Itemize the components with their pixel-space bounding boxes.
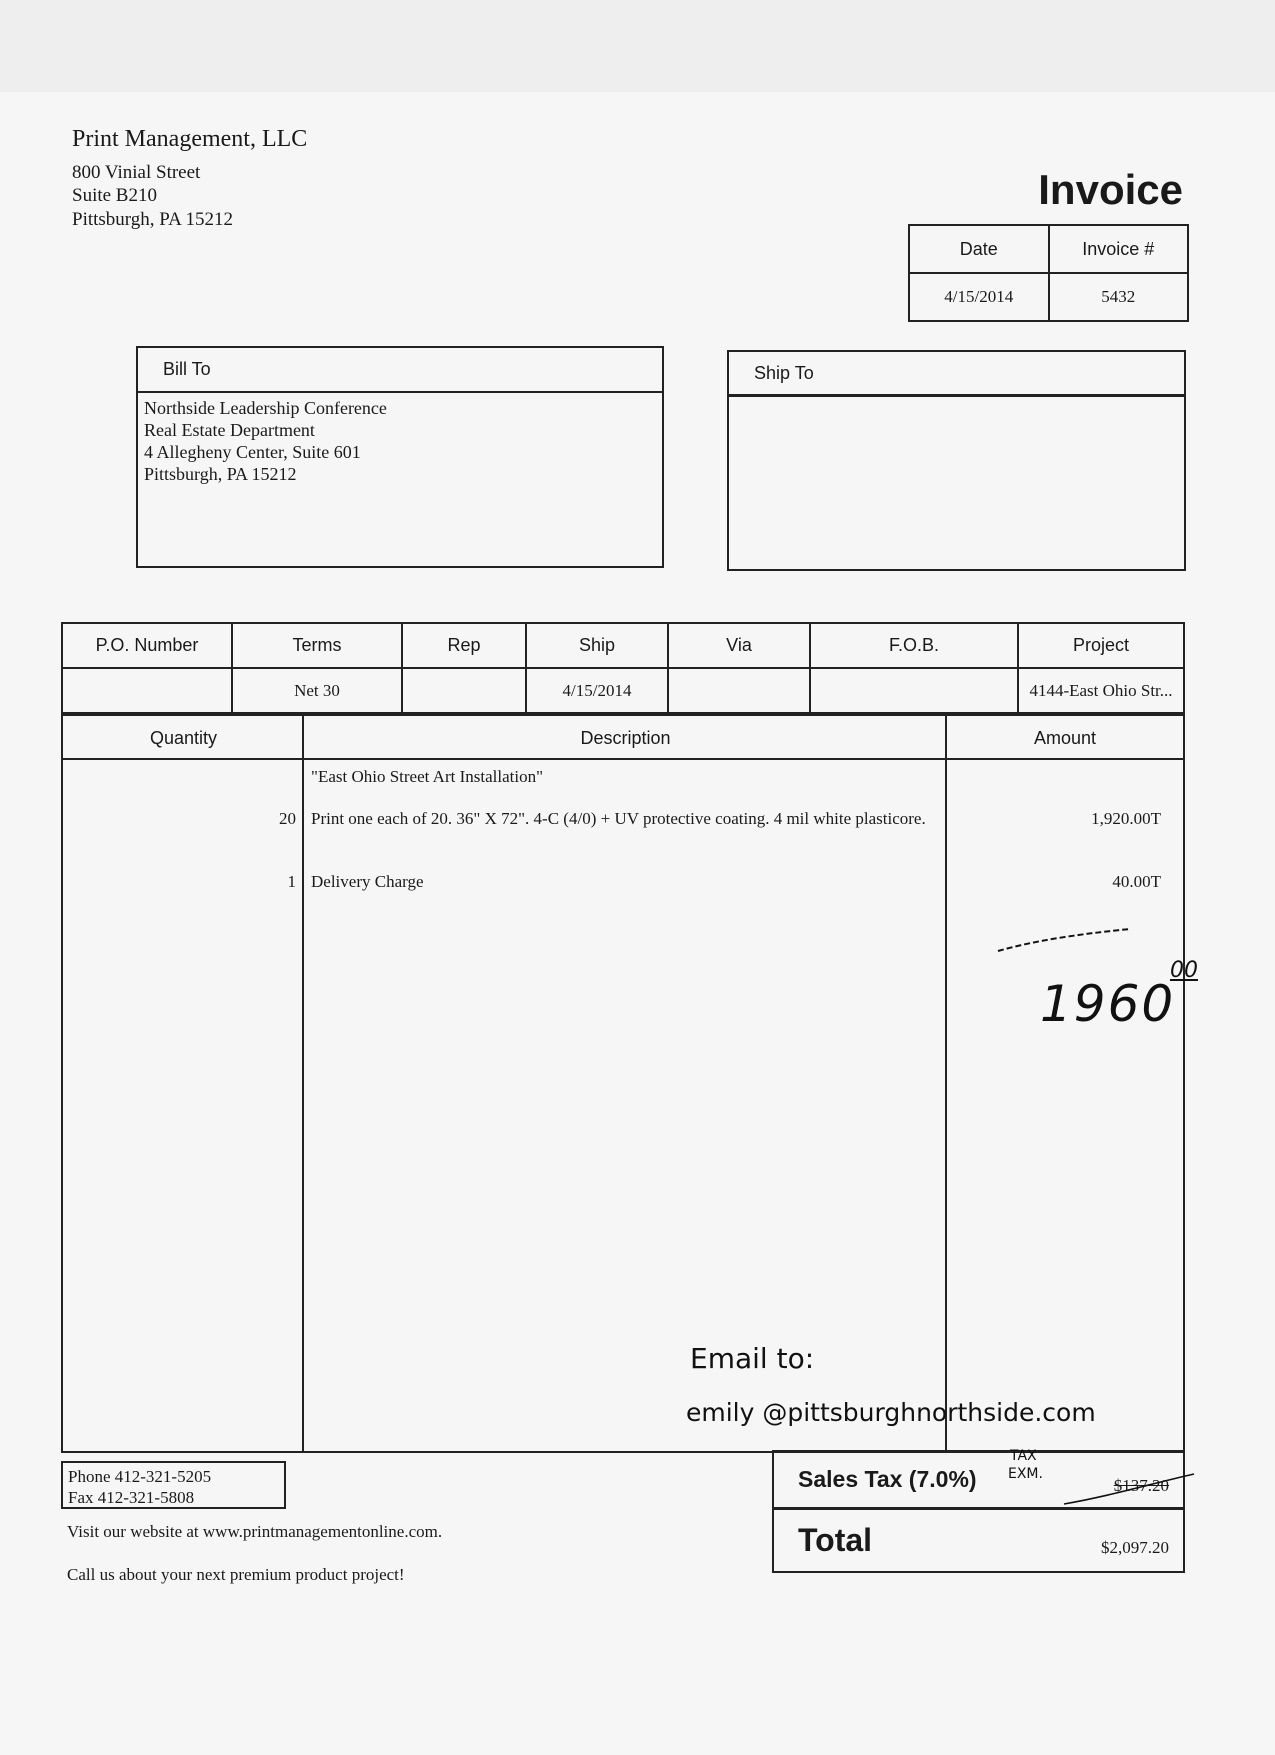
invoice-number-header: Invoice # — [1049, 225, 1189, 273]
bill-to-box — [136, 346, 664, 568]
handwritten-amount: 1960 — [1040, 975, 1176, 1033]
amount-header: Amount — [947, 716, 1183, 760]
ship-to-label: Ship To — [729, 352, 1184, 397]
via-value — [668, 668, 810, 713]
company-address-line-2: Suite B210 — [72, 185, 157, 206]
invoice-number: 5432 — [1049, 273, 1189, 321]
invoice-meta-table — [908, 224, 1189, 322]
company-name: Print Management, LLC — [72, 126, 308, 152]
item-quantity: 20 — [279, 809, 296, 828]
po-number-value — [62, 668, 232, 713]
total-row — [774, 1510, 1183, 1571]
ship-value: 4/15/2014 — [526, 668, 668, 713]
project-header: Project — [1018, 623, 1184, 668]
item-amount: 1,920.00T — [1091, 809, 1161, 828]
po-number-header: P.O. Number — [62, 623, 232, 668]
handwritten-underline — [990, 925, 1140, 955]
handwritten-amount-cents: 00 — [1170, 958, 1198, 983]
ship-to-box — [727, 350, 1186, 571]
bill-to-line: Pittsburgh, PA 15212 — [144, 464, 297, 484]
total-label: Total — [798, 1522, 873, 1558]
item-description: Print one each of 20. 36" X 72". 4-C (4/0) + UV protective coating. 4 mil white plasticore. — [311, 809, 926, 828]
handwritten-tax-note: TAX — [1010, 1448, 1037, 1464]
column-divider — [945, 716, 947, 1451]
call-us-line: Call us about your next premium product project! — [67, 1565, 405, 1584]
company-address-line-1: 800 Vinial Street — [72, 162, 201, 183]
invoice-date: 4/15/2014 — [909, 273, 1049, 321]
rep-header: Rep — [402, 623, 526, 668]
terms-value: Net 30 — [232, 668, 402, 713]
total-value: $2,097.20 — [1101, 1538, 1169, 1557]
description-header: Description — [304, 716, 947, 760]
date-header: Date — [909, 225, 1049, 273]
scan-top-margin — [0, 0, 1275, 92]
rep-value — [402, 668, 526, 713]
sales-tax-value: $137.20 — [1113, 1476, 1169, 1495]
item-quantity: 1 — [287, 872, 296, 891]
invoice-title: Invoice — [1038, 166, 1183, 213]
fax-number: Fax 412-321-5808 — [68, 1488, 195, 1507]
company-address-line-3: Pittsburgh, PA 15212 — [72, 209, 234, 230]
project-value: 4144-East Ohio Str... — [1018, 668, 1184, 713]
terms-header: Terms — [232, 623, 402, 668]
bill-to-line: Real Estate Department — [144, 420, 315, 440]
phone-number: Phone 412-321-5205 — [68, 1467, 212, 1486]
website-line: Visit our website at www.printmanagementonline.com. — [67, 1522, 443, 1541]
handwritten-email-label: Email to: — [690, 1342, 815, 1375]
fob-header: F.O.B. — [810, 623, 1018, 668]
item-amount: 40.00T — [1112, 872, 1161, 891]
line-items-table — [61, 714, 1185, 1453]
via-header: Via — [668, 623, 810, 668]
item-description: "East Ohio Street Art Installation" — [311, 767, 544, 786]
order-info-table — [61, 622, 1185, 714]
item-description: Delivery Charge — [311, 872, 424, 891]
sales-tax-label: Sales Tax (7.0%) — [798, 1466, 977, 1492]
bill-to-line: Northside Leadership Conference — [144, 398, 387, 418]
handwritten-email: emily @pittsburghnorthside.com — [686, 1398, 1096, 1427]
handwritten-strike — [1060, 1468, 1200, 1508]
bill-to-line: 4 Allegheny Center, Suite 601 — [144, 442, 361, 462]
column-divider — [302, 716, 304, 1451]
fob-value — [810, 668, 1018, 713]
bill-to-label: Bill To — [138, 348, 662, 393]
contact-box — [61, 1461, 286, 1509]
handwritten-tax-note: EXM. — [1008, 1466, 1043, 1482]
quantity-header: Quantity — [63, 716, 304, 760]
ship-header: Ship — [526, 623, 668, 668]
